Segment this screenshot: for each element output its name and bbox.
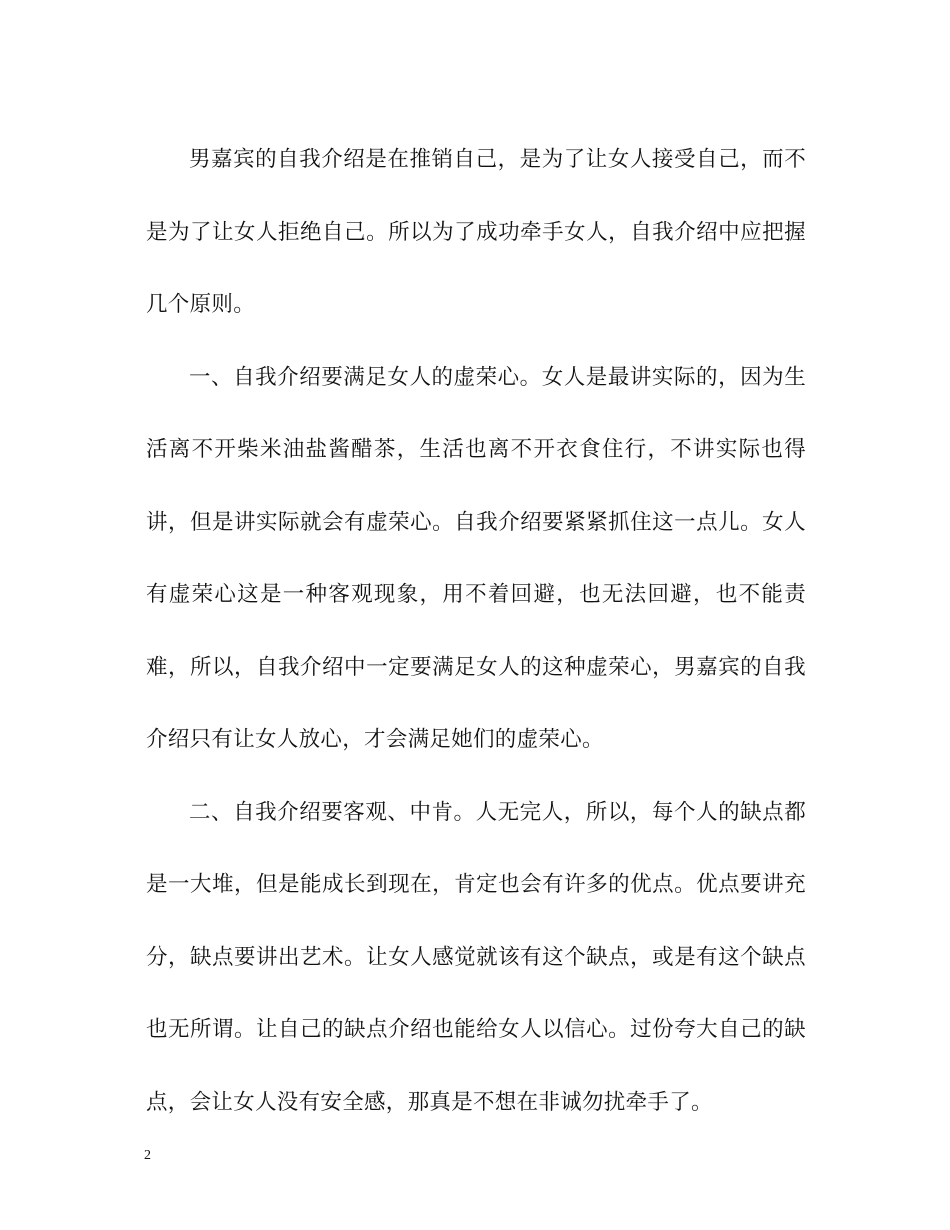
paragraph-intro: 男嘉宾的自我介绍是在推销自己，是为了让女人接受自己，而不是为了让女人拒绝自己。所以为了成功牵手女人，自我介绍中应把握几个原则。 — [146, 147, 806, 317]
paragraph-principle-one: 一、自我介绍要满足女人的虚荣心。女人是最讲实际的，因为生活离不开柴米油盐酱醋茶，生活也离不开衣食住行，不讲实际也得讲，但是讲实际就会有虚荣心。自我介绍要紧紧抓住这一点儿。女人有虚荣心这是一种客观现象，用不着回避，也无法回避，也不能责难，所以，自我介绍中一定要满足女人的这种虚荣心，男嘉宾的自我介绍只有让女人放心，才会满足她们的虚荣心。 — [146, 364, 806, 752]
page-number: 2 — [144, 1148, 151, 1163]
body-text — [146, 124, 806, 1139]
paragraph-principle-two: 二、自我介绍要客观、中肯。人无完人，所以，每个人的缺点都是一大堆，但是能成长到现在，肯定也会有许多的优点。优点要讲充分，缺点要讲出艺术。让女人感觉就该有这个缺点，或是有这个缺点也无所谓。让自己的缺点介绍也能给女人以信心。过份夸大自己的缺点，会让女人没有安全感，那真是不想在非诚勿扰牵手了。 — [146, 799, 806, 1115]
